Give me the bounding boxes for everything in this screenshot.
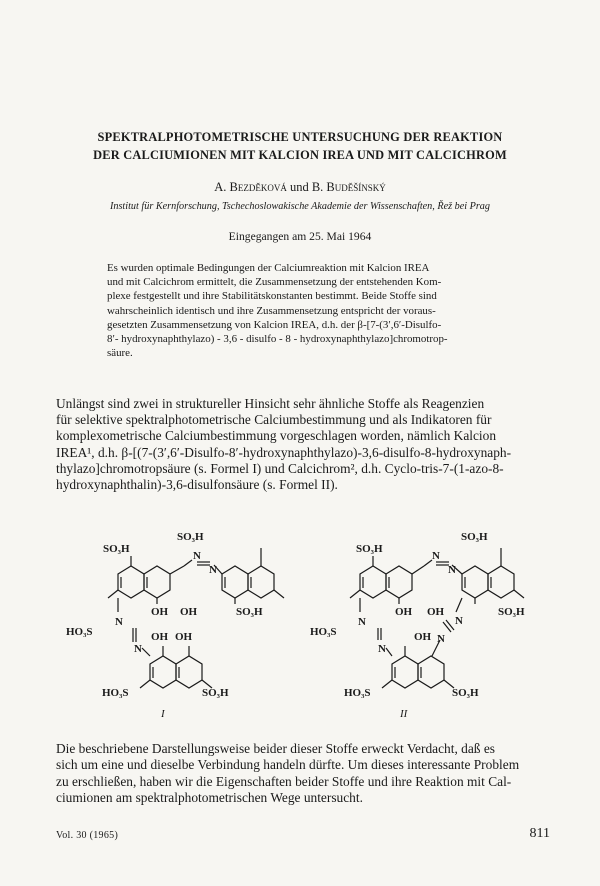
so3h-label: SO₃H xyxy=(461,531,488,543)
so3h-label: SO₃H xyxy=(498,606,525,618)
and-word: und xyxy=(289,180,309,194)
so3h-label: SO₃H xyxy=(452,687,479,699)
body-line: komplexometrische Calciumbestimmung vorgeschlagen worden, nämlich Kalcion xyxy=(56,428,497,444)
abstract xyxy=(107,261,497,360)
oh-label: OH xyxy=(414,631,432,643)
oh-label: OH xyxy=(180,606,198,618)
affiliation: Institut für Kernforschung, Tschechoslowakische Akademie der Wissenschaften, Řež bei Prag xyxy=(109,201,490,212)
body-line: hydroxynaphthalin)-3,6-disulfonsäure (s. Formel II). xyxy=(56,477,338,493)
so3h-label: SO₃H xyxy=(356,543,383,555)
azo-n-label: N xyxy=(193,550,201,562)
body-line: für selektive spektralphotometrische Calciumbestimmung und als Indikatoren für xyxy=(56,412,492,428)
abstract-line: gesetzten Zusammensetzung von Kalcion IREA, d.h. der β-[7-(3′,6′-Disulfo- xyxy=(107,318,442,331)
ho3s-label: HO₃S xyxy=(344,687,371,699)
azo-n-label: N xyxy=(437,633,445,645)
abstract-line: 8′- hydroxynaphthylazo) - 3,6 - disulfo - 8 - hydroxynaphthylazo]chromotrop- xyxy=(107,333,448,346)
abstract-line: Es wurden optimale Bedingungen der Calciumreaktion mit Kalcion IREA xyxy=(107,262,430,274)
oh-label: OH xyxy=(175,631,193,643)
ho3s-label: HO₃S xyxy=(310,626,337,638)
structure-labels xyxy=(66,531,525,720)
ho3s-label: HO₃S xyxy=(102,687,129,699)
azo-n-label: N xyxy=(455,615,463,627)
azo-n-label: N xyxy=(448,564,456,576)
received-date: Eingegangen am 25. Mai 1964 xyxy=(228,230,372,243)
volume-info: Vol. 30 (1965) xyxy=(56,830,119,841)
body-paragraph-2 xyxy=(56,741,549,806)
azo-n-label: N xyxy=(209,564,217,576)
structure-ii-bonds xyxy=(350,548,524,688)
so3h-label: SO₃H xyxy=(177,531,204,543)
body-line: thylazo]chromotropsäure (s. Formel I) und Calcichrom², d.h. Cyclo-tris-7-(1-azo-8- xyxy=(56,460,504,476)
title-line-1: SPEKTRALPHOTOMETRISCHE UNTERSUCHUNG DER REAKTION xyxy=(97,130,503,144)
abstract-line: wahrscheinlich identisch und ihre Zusammensetzung entspricht der voraus- xyxy=(107,304,436,317)
author-1: A. Bezděková xyxy=(214,180,287,194)
title-line-2: DER CALCIUMIONEN MIT KALCION IREA UND MIT CALCICHROM xyxy=(93,148,507,162)
body-line: Die beschriebene Darstellungsweise beider dieser Stoffe erweckt Verdacht, daß es xyxy=(56,741,495,756)
body-line: ciumionen am spektralphotometrischen Wege untersucht. xyxy=(56,789,363,805)
body-line: Unlängst sind zwei in struktureller Hinsicht sehr ähnliche Stoffe als Reagenzien xyxy=(56,396,485,411)
body-paragraph-1 xyxy=(56,396,549,493)
authors xyxy=(20,180,580,195)
oh-label: OH xyxy=(427,606,445,618)
author-2: B. Buděšínský xyxy=(311,180,386,194)
azo-n-label: N xyxy=(358,616,366,628)
azo-n-label: N xyxy=(378,643,386,655)
body-line: IREA¹, d.h. β-[(7-(3′,6′-Disulfo-8′-hydroxynaphthylazo)-3,6-disulfo-8-hydroxynaph- xyxy=(56,444,512,460)
body-line: zu erschließen, haben wir die Eigenschaften beider Stoffe und ihre Reaktion mit Cal- xyxy=(56,773,512,789)
oh-label: OH xyxy=(151,606,169,618)
page-number: 811 xyxy=(529,826,550,841)
body-line: sich um eine und dieselbe Verbindung handeln dürfte. Um dieses interessante Problem xyxy=(56,757,520,773)
ho3s-label: HO₃S xyxy=(66,626,93,638)
formula-label-ii: II xyxy=(400,708,408,720)
azo-n-label: N xyxy=(432,550,440,562)
structure-i-bonds xyxy=(108,548,284,688)
abstract-line: und mit Calcichrom ermittelt, die Zusammensetzung der entstehenden Kom- xyxy=(107,276,442,289)
azo-n-label: N xyxy=(115,616,123,628)
abstract-line: säure. xyxy=(107,347,133,360)
oh-label: OH xyxy=(151,631,169,643)
formula-label-i: I xyxy=(161,708,165,720)
so3h-label: SO₃H xyxy=(202,687,229,699)
abstract-line: plexe festgestellt und ihre Stabilitätskonstanten bestimmt. Beide Stoffe sind xyxy=(107,290,437,303)
oh-label: OH xyxy=(395,606,413,618)
structure-formula-figure xyxy=(0,505,600,730)
so3h-label: SO₃H xyxy=(236,606,263,618)
so3h-label: SO₃H xyxy=(103,543,130,555)
azo-n-label: N xyxy=(134,643,142,655)
